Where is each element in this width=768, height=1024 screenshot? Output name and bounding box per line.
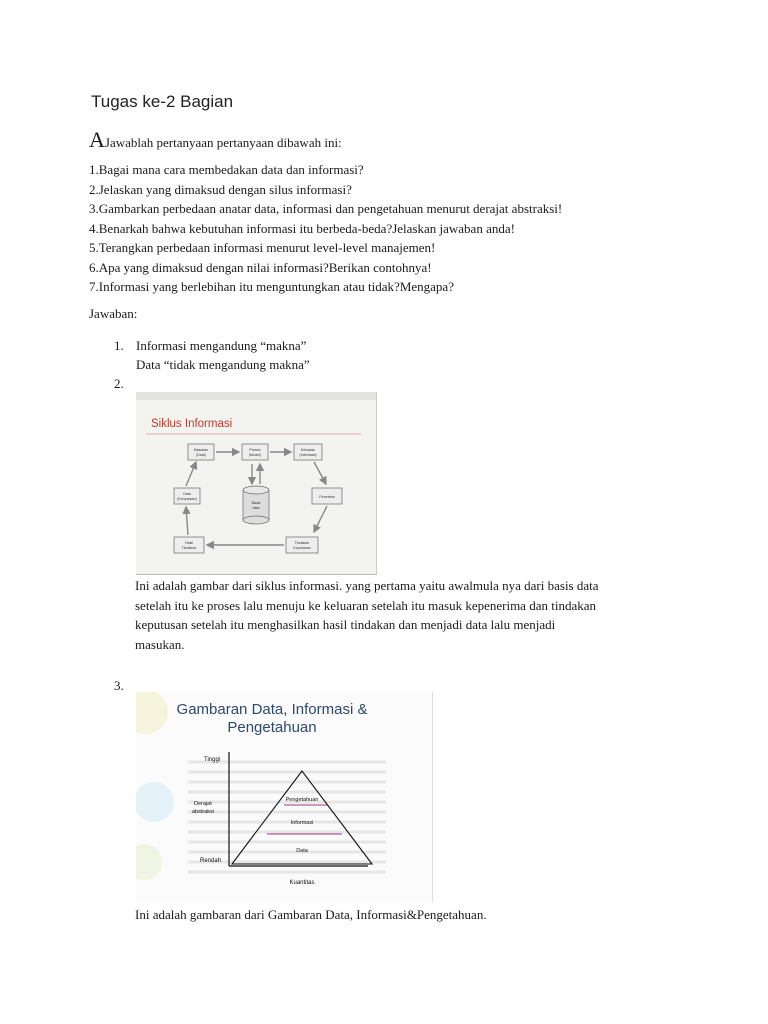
intro-line bbox=[89, 127, 342, 152]
node-basis-data bbox=[243, 486, 269, 524]
node-data-kenyataan bbox=[174, 488, 200, 504]
y-mid-label-1: Derajat bbox=[194, 801, 212, 807]
node-tindakan-keputusan bbox=[286, 537, 318, 553]
figure-1-caption: Ini adalah gambar dari siklus informasi. yang pertama yaitu awalmula nya dari basis data setelah itu ke proses lalu menuju ke keluaran setelah itu masuk kepenerima dan tindakan keputusan setelah itu menghasilkan hasil tindakan dan menjadi data lalu menjadi masukan. bbox=[135, 578, 599, 652]
level-informasi: Informasi bbox=[290, 820, 314, 826]
figure-2-caption: Ini adalah gambaran dari Gambaran Data, Informasi&Pengetahuan. bbox=[135, 907, 487, 922]
fig2-title-line-1: Gambaran Data, Informasi & bbox=[176, 701, 368, 718]
answer-1-number: 1. bbox=[114, 338, 124, 353]
question-5: 5.Terangkan perbedaan informasi menurut level-level manajemen! bbox=[89, 240, 436, 255]
siklus-informasi-figure bbox=[136, 392, 377, 575]
svg-text:Masukan: Masukan bbox=[193, 448, 209, 452]
intro-text: Jawablah pertanyaan pertanyaan dibawah ini: bbox=[104, 135, 342, 150]
question-7: 7.Informasi yang berlebihan itu menguntungkan atau tidak?Mengapa? bbox=[89, 279, 454, 294]
node-proses bbox=[242, 444, 268, 460]
svg-text:Basis: Basis bbox=[251, 501, 261, 505]
svg-text:(Informasi): (Informasi) bbox=[299, 453, 317, 457]
level-data: Data bbox=[296, 848, 308, 854]
svg-text:Data: Data bbox=[183, 492, 191, 496]
svg-text:Tindakan: Tindakan bbox=[181, 546, 197, 550]
node-masukan bbox=[188, 444, 214, 460]
svg-text:data: data bbox=[252, 506, 260, 510]
answer-3-number: 3. bbox=[114, 678, 124, 693]
node-keluaran bbox=[294, 444, 322, 460]
svg-text:Penerima: Penerima bbox=[319, 495, 335, 499]
svg-text:Keputusan: Keputusan bbox=[293, 546, 311, 550]
svg-text:Proses: Proses bbox=[249, 448, 261, 452]
jawaban-label: Jawaban: bbox=[89, 306, 138, 321]
svg-text:(Model): (Model) bbox=[248, 453, 262, 457]
answer-2-number: 2. bbox=[114, 376, 124, 391]
question-6: 6.Apa yang dimaksud dengan nilai informasi?Berikan contohnya! bbox=[89, 259, 432, 275]
svg-text:Keluaran: Keluaran bbox=[300, 448, 316, 452]
siklus-diagram bbox=[136, 392, 376, 574]
question-4: 4.Benarkah bahwa kebutuhan informasi itu berbeda-beda?Jelaskan jawaban anda! bbox=[89, 220, 515, 236]
pyramid-diagram bbox=[136, 692, 432, 902]
svg-text:(Kenyataan): (Kenyataan) bbox=[177, 497, 197, 501]
node-hasil-tindakan bbox=[174, 537, 204, 553]
svg-text:Hasil: Hasil bbox=[185, 541, 193, 545]
fig2-title-line-2: Pengetahuan bbox=[227, 719, 317, 736]
y-mid-label-2: abstraksi bbox=[192, 809, 215, 815]
pyramid-figure bbox=[136, 692, 433, 902]
svg-text:(Data): (Data) bbox=[196, 453, 206, 457]
level-pengetahuan: Pengetahuan bbox=[285, 797, 319, 803]
fig1-title: Siklus Informasi bbox=[151, 418, 233, 430]
y-bottom-label: Rendah bbox=[200, 858, 222, 864]
answer-1-line-1: Informasi mengandung “makna” bbox=[136, 338, 307, 353]
svg-text:Tindakan: Tindakan bbox=[294, 541, 310, 545]
y-top-label: Tinggi bbox=[204, 757, 221, 763]
x-axis-label: Kuantitas bbox=[289, 880, 315, 886]
question-3: 3.Gambarkan perbedaan anatar data, informasi dan pengetahuan menurut derajat abstraksi! bbox=[89, 201, 563, 216]
page-title: Tugas ke-2 Bagian bbox=[91, 92, 234, 111]
question-2: 2.Jelaskan yang dimaksud dengan silus informasi? bbox=[89, 181, 352, 197]
question-1: 1.Bagai mana cara membedakan data dan informasi? bbox=[89, 162, 364, 177]
answer-1-line-2: Data “tidak mengandung makna” bbox=[136, 357, 310, 372]
drop-cap: A bbox=[89, 127, 105, 152]
question-list bbox=[89, 160, 562, 297]
